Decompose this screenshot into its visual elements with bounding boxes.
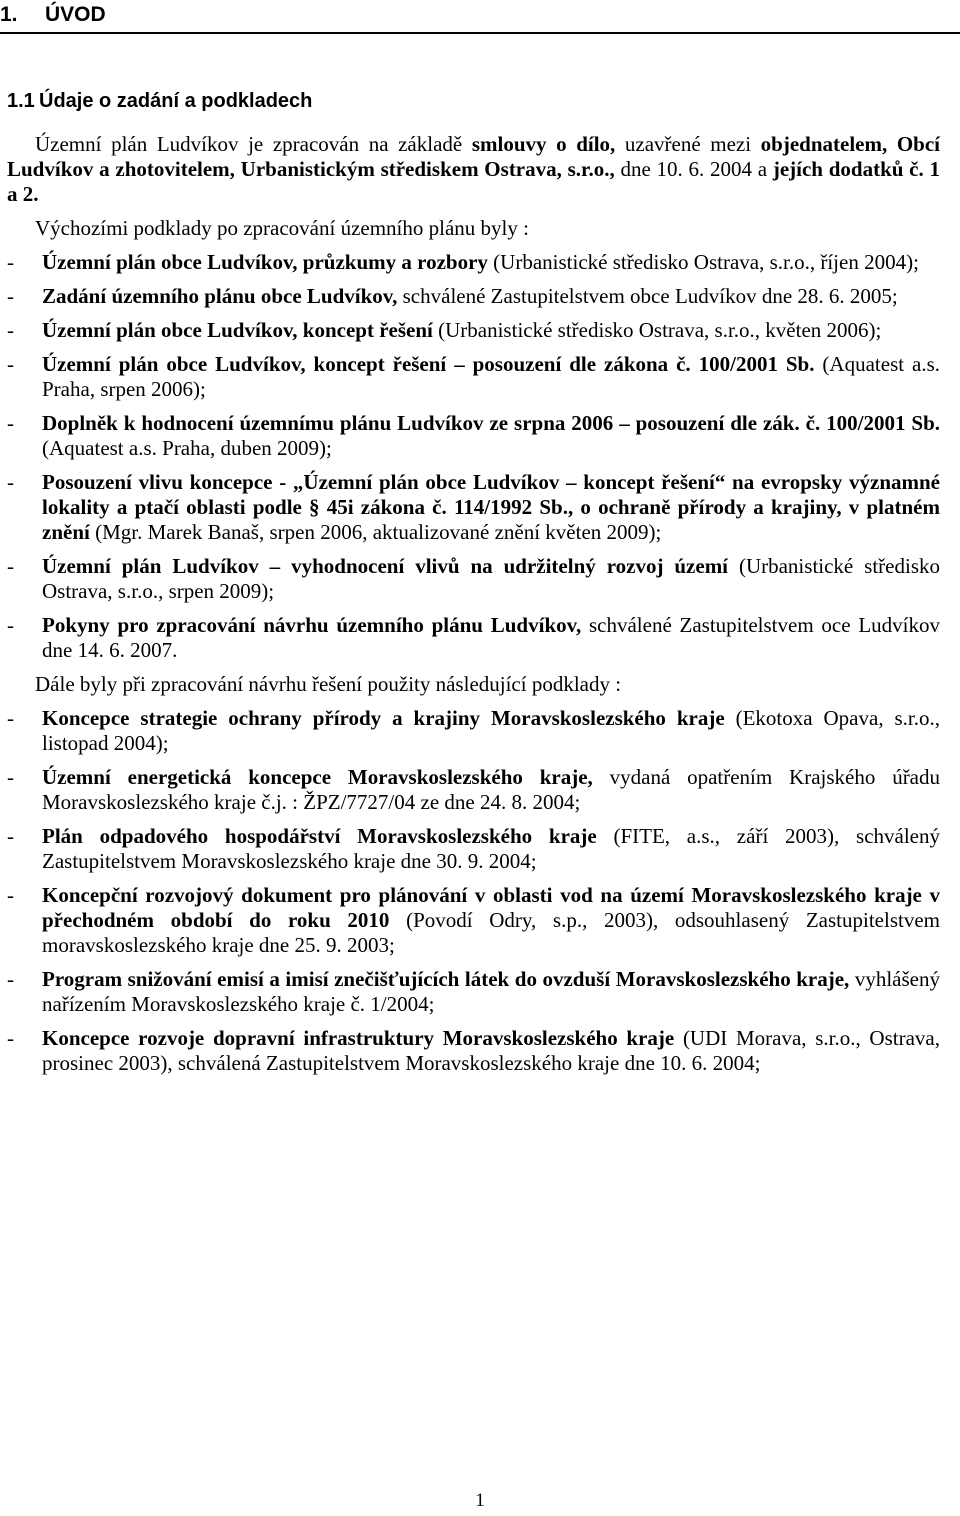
list-item-detail: (Aquatest a.s. Praha, duben 2009);	[42, 436, 332, 460]
list-item-title: Územní plán Ludvíkov – vyhodnocení vlivů na udržitelný rozvoj území	[42, 554, 729, 578]
list-item-detail: (Urbanistické středisko Ostrava, s.r.o., říjen 2004);	[487, 250, 919, 274]
list-item	[7, 411, 940, 461]
list-dash: -	[7, 250, 14, 274]
list-item-title: Plán odpadového hospodářství Moravskoslezského kraje	[42, 824, 597, 848]
list-item-title: Doplněk k hodnocení územnímu plánu Ludvíkov ze srpna 2006 – posouzení dle zák. č. 100/2001 Sb.	[42, 411, 940, 435]
list-item-detail: (Ekotoxa Opava, s.r.o., listopad 2004);	[42, 706, 941, 755]
intro-text-1: Územní plán Ludvíkov je zpracován na základě	[35, 132, 472, 156]
list-item-title: Územní plán obce Ludvíkov, průzkumy a rozbory	[42, 250, 488, 274]
list-item-detail: (UDI Morava, s.r.o., Ostrava, prosinec 2003), schválená Zastupitelstvem Moravskoslezského kraje dne 10. 6. 2004;	[42, 1026, 940, 1075]
list-item-detail: (Urbanistické středisko Ostrava, s.r.o., květen 2006);	[432, 318, 882, 342]
list-dash: -	[7, 554, 14, 578]
list-item-title: Územní plán obce Ludvíkov, koncept řešení – posouzení dle zákona č. 100/2001 Sb.	[42, 352, 815, 376]
list-item-detail: (Aquatest a.s. Praha, srpen 2006);	[42, 352, 940, 401]
intro-paragraph	[7, 132, 940, 207]
list-dash: -	[7, 318, 14, 342]
section-heading	[7, 88, 312, 114]
list-item-title: Zadání územního plánu obce Ludvíkov,	[42, 284, 398, 308]
chapter-title: ÚVOD	[45, 3, 106, 26]
list-item	[7, 554, 940, 604]
list-item	[7, 250, 940, 275]
page-number: 1	[475, 1490, 485, 1511]
list-item-detail: vyhlášený nařízením Moravskoslezského kraje č. 1/2004;	[42, 967, 940, 1016]
list-item-title: Posouzení vlivu koncepce - „Územní plán obce Ludvíkov – koncept řešení“ na evropsky významné lokality a ptačí oblasti podle § 45i zákona č. 114/1992 Sb., o ochraně přírody a krajiny, v platném znění	[42, 470, 940, 544]
list-item-detail: schválené Zastupitelstvem obce Ludvíkov dne 28. 6. 2005;	[397, 284, 898, 308]
list-item-detail: (Urbanistické středisko Ostrava, s.r.o., srpen 2009);	[42, 554, 941, 603]
list-item-title: Koncepční rozvojový dokument pro plánování v oblasti vod na území Moravskoslezského kraje v přechodném období do roku 2010	[42, 883, 940, 932]
section-number: 1.1	[7, 90, 35, 112]
list-dash: -	[7, 470, 14, 494]
list-dash: -	[7, 824, 14, 848]
intro-bold-3: jejích dodatků č.	[772, 157, 924, 181]
list-dash: -	[7, 411, 14, 435]
list-item-detail: (Povodí Odry, s.p., 2003), odsouhlasený Zastupitelstvem moravskoslezského kraje dne 25. 9. 2003;	[42, 908, 940, 957]
list-item	[7, 883, 940, 958]
list-item	[7, 824, 940, 874]
list-item	[7, 352, 940, 402]
intro-bold-2: objednatelem, Obcí Ludvíkov a zhotovitelem, Urbanistickým střediskem Ostrava, s.r.o.,	[7, 132, 940, 181]
sources-intro: Výchozími podklady po zpracování územního plánu byly :	[35, 216, 529, 240]
chapter-number: 1.	[0, 3, 18, 26]
list-item-title: Pokyny pro zpracování návrhu územního plánu Ludvíkov,	[42, 613, 582, 637]
list-item-detail: vydaná opatřením Krajského úřadu Moravskoslezského kraje č.j. : ŽPZ/7727/04 ze dne 24. 8. 2004;	[42, 765, 941, 814]
intro-text-3: dne 10. 6. 2004 a	[614, 157, 773, 181]
list-item	[7, 470, 940, 545]
list-item-detail: (Mgr. Marek Banaš, srpen 2006, aktualizované znění květen 2009);	[89, 520, 662, 544]
intro-bold-4: 1 a 2.	[7, 157, 940, 206]
section-title: Údaje o zadání a podkladech	[39, 90, 313, 112]
list-dash: -	[7, 765, 14, 789]
sources-list	[7, 250, 940, 663]
intro-bold-1: smlouvy o dílo,	[471, 132, 616, 156]
intro-text-2: uzavřené mezi	[615, 132, 761, 156]
list-dash: -	[7, 706, 14, 730]
list-item-title: Územní plán obce Ludvíkov, koncept řešení	[42, 318, 433, 342]
list-item-detail: (FITE, a.s., září 2003), schválený Zastupitelstvem Moravskoslezského kraje dne 30. 9. 2004;	[42, 824, 940, 873]
list-item	[7, 765, 940, 815]
list-item-detail: schválené Zastupitelstvem oce Ludvíkov dne 14. 6. 2007.	[42, 613, 940, 662]
list-dash: -	[7, 883, 14, 907]
list-item-title: Koncepce strategie ochrany přírody a krajiny Moravskoslezského kraje	[42, 706, 725, 730]
list-item	[7, 613, 940, 663]
list-dash: -	[7, 613, 14, 637]
list-item	[7, 967, 940, 1017]
document-body	[7, 132, 940, 1085]
chapter-heading	[0, 2, 960, 34]
list-item	[7, 318, 940, 343]
list-item	[7, 706, 940, 756]
list-item-title: Územní energetická koncepce Moravskoslezského kraje,	[42, 765, 593, 789]
extra-intro: Dále byly při zpracování návrhu řešení použity následující podklady :	[35, 672, 622, 696]
list-dash: -	[7, 352, 14, 376]
list-dash: -	[7, 1026, 14, 1050]
list-dash: -	[7, 967, 14, 991]
list-item	[7, 284, 940, 309]
list-item-title: Koncepce rozvoje dopravní infrastruktury Moravskoslezského kraje	[42, 1026, 675, 1050]
extra-sources-list	[7, 706, 940, 1076]
list-item	[7, 1026, 940, 1076]
list-dash: -	[7, 284, 14, 308]
list-item-title: Program snižování emisí a imisí znečišťujících látek do ovzduší Moravskoslezského kraje,	[42, 967, 850, 991]
